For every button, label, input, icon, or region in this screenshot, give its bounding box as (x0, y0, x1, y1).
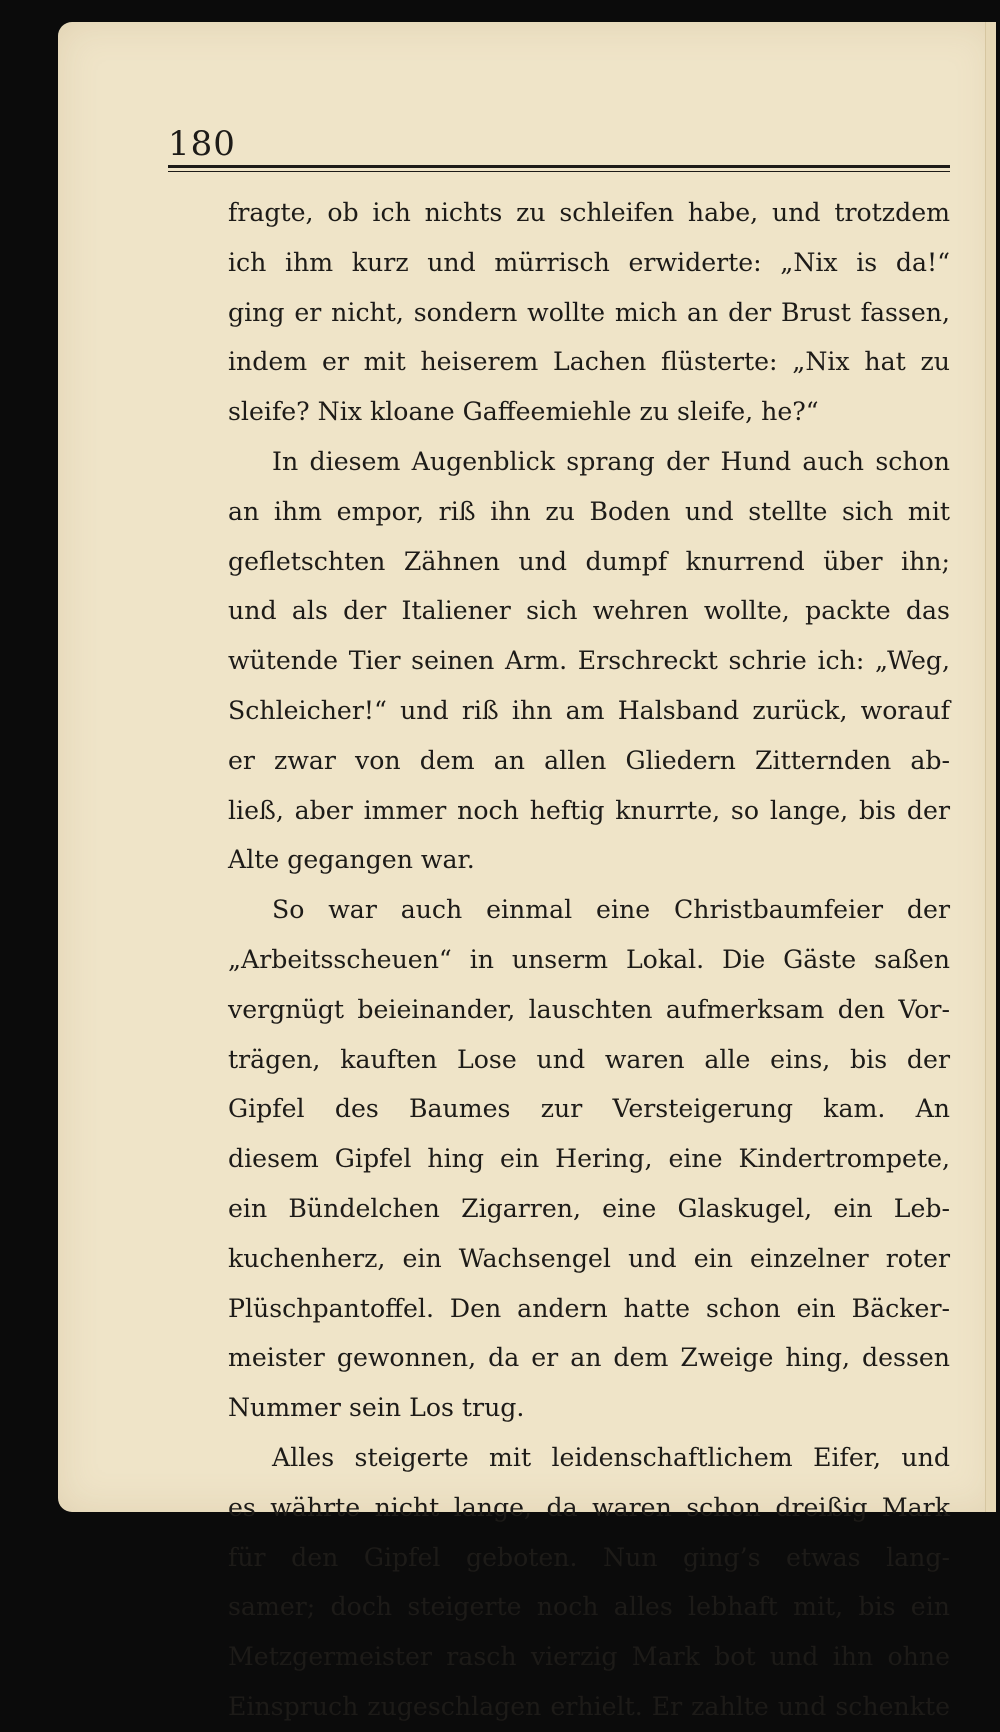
body-text (228, 188, 950, 1732)
text-line: fragte, ob ich nichts zu schleifen habe, und trotzdem (228, 198, 950, 227)
text-line: er zwar von dem an allen Gliedern Zitternden ab- (228, 745, 950, 775)
text-line: ließ, aber immer noch heftig knurrte, so lange, bis der (228, 795, 950, 825)
text-line: es währte nicht lange, da waren schon dreißig Mark (228, 1492, 950, 1522)
text-line: und als der Italiener sich wehren wollte, packte das (228, 596, 950, 626)
text-line: Einspruch zugeschlagen erhielt. Er zahlte und schenkte (228, 1691, 950, 1721)
text-line: kuchenherz, ein Wachsengel und ein einzelner roter (228, 1243, 950, 1273)
text-line: Schleicher!“ und riß ihn am Halsband zurück, worauf (228, 695, 950, 725)
text-line: In diesem Augenblick sprang der Hund auch schon (272, 446, 950, 476)
text-line: sleife? Nix kloane Gaffeemiehle zu sleife, he?“ (228, 397, 819, 427)
page-edge (985, 22, 996, 1512)
text-line: ein Bündelchen Zigarren, eine Glaskugel, ein Leb- (228, 1193, 950, 1223)
text-line: samer; doch steigerte noch alles lebhaft mit, bis ein (228, 1592, 950, 1622)
page-number: 180 (168, 124, 236, 164)
text-line: Alte gegangen war. (228, 845, 475, 875)
text-line: wütende Tier seinen Arm. Erschreckt schrie ich: „Weg, (228, 646, 950, 676)
text-line: So war auch einmal eine Christbaumfeier der (272, 895, 950, 925)
text-line: Nummer sein Los trug. (228, 1393, 525, 1423)
text-line: ging er nicht, sondern wollte mich an der Brust fassen, (228, 297, 950, 327)
text-line: Metzgermeister rasch vierzig Mark bot und ihn ohne (228, 1642, 950, 1672)
text-line: trägen, kauften Lose und waren alle eins, bis der (228, 1044, 950, 1074)
text-line: Gipfel des Baumes zur Versteigerung kam. An (228, 1094, 950, 1124)
text-line: vergnügt beieinander, lauschten aufmerksam den Vor- (228, 994, 950, 1024)
text-line: für den Gipfel geboten. Nun ging’s etwas lang- (228, 1542, 950, 1572)
text-line: gefletschten Zähnen und dumpf knurrend über ihn; (228, 546, 950, 576)
text-line: „Arbeitsscheuen“ in unserm Lokal. Die Gäste saßen (228, 944, 950, 974)
text-line: an ihm empor, riß ihn zu Boden und stellte sich mit (228, 496, 950, 526)
text-line: ich ihm kurz und mürrisch erwiderte: „Nix is da!“ (228, 247, 950, 277)
text-line: indem er mit heiserem Lachen flüsterte: „Nix hat zu (228, 347, 950, 377)
text-line: Alles steigerte mit leidenschaftlichem Eifer, und (272, 1442, 950, 1472)
text-line: meister gewonnen, da er an dem Zweige hing, dessen (228, 1343, 950, 1373)
header-rule-thick (168, 165, 950, 168)
text-line: diesem Gipfel hing ein Hering, eine Kindertrompete, (228, 1144, 950, 1174)
header-rule-thin (168, 171, 950, 172)
text-line: Plüschpantoffel. Den andern hatte schon ein Bäcker- (228, 1293, 950, 1323)
